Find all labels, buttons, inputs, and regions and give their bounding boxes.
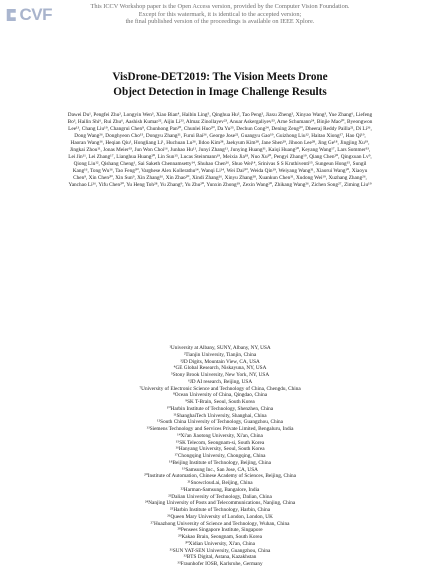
affiliation-item: ²⁸Pensees Singapore Institute, Singapore [177,527,263,534]
affiliation-item: ⁶JD AI research, Beijing, USA [187,378,253,385]
affiliation-item: ²⁹Kakao Brain, Seongnam, South Korea [178,534,262,540]
cvf-logo-icon [6,6,17,24]
affiliation-item: ⁹SK T-Brain, Seoul, South Korea [185,399,255,405]
affiliation-item: ²⁰Institute of Automation, Chinese Academy of Sciences, Beijing, China [144,473,296,480]
notice-line: the final published version of the proceedings is available on IEEE Xplore. [125,18,315,26]
affiliation-item: ¹²South China University of Technology, Guangzhou, China [157,419,283,426]
affiliation-item: ²Tianjin University, Tianjin, China [183,351,257,358]
affiliation-item: ²⁶Queen Mary University of London, London, UK [167,513,273,520]
affiliation-item: ²¹Snowcloud.ai, Beijing, China [187,480,253,486]
affiliation-item: ²²Harman-Samsung, Bangalore, India [180,486,260,493]
title-line: VisDrone-DET2019: The Vision Meets Drone [112,71,328,83]
affiliation-item: ¹University at Albany, SUNY, Albany, NY, USA [169,345,271,351]
affiliation-item: ³¹SUN YAT-SEN University, Guangzhou, China [169,547,271,554]
affiliation-item: ³³Fraunhofer IOSB, Karlsruhe, Germany [177,561,263,567]
open-access-notice [60,3,380,26]
affiliation-item: ²⁴Nanjing University of Posts and Telecommunications, Nanjing, China [144,500,296,507]
affiliation-item: ¹⁷Chongqing University, Chongqing, China [174,453,266,459]
affiliation-item: ⁴GE Global Research, Niskayuna, NY, USA [173,365,267,372]
affiliation-item: ³²BTS Digital, Astana, Kazakhstan [183,554,257,561]
affiliation-item: ³⁰Xidian University, Xi'an, China [184,540,256,547]
notice-line: Except for this watermark, it is identical to the accepted version; [138,10,302,18]
affiliation-item: ¹¹ShanghaiTech University, Shanghai, China [173,412,267,419]
affiliation-item: ³JD Digits, Mountain View, CA, USA [180,358,260,365]
affiliation-item: ²⁷Huazhong University of Science and Technology, Wuhan, China [150,520,290,527]
affiliation-item: ⁷University of Electronic Science and Technology of China, Chengdu, China [139,385,301,392]
affiliation-item: ²⁵Harbin Institute of Technology, Harbin, China [169,507,271,513]
affiliation-item: ¹⁴Xi'an Jiaotong University, Xi'an, China [177,432,263,439]
cvf-logo-text: CVF [19,5,52,24]
cvf-logo [6,4,52,26]
affiliation-item: ¹⁹Samsung Inc., San Jose, CA, USA [182,466,258,473]
affiliation-item: ⁸Ocean University of China, Qingdao, China [172,392,268,399]
notice-line: This ICCV Workshop paper is the Open Access version, provided by the Computer Vision Foundation. [90,3,350,10]
affiliation-item: ¹⁰Harbin Institute of Technology, Shenzhen, China [166,405,274,412]
author-list: Dawei Du¹, Pengfei Zhu², Longyin Wen³, Xiao Bian⁴, Haibin Ling⁵, Qinghua Hu², Tao Peng², Jiaxu Zheng², Xinyao Wang³, Yue Zhang⁶, Liefeng Bo³, Hailin Shi⁶, Rui Zhu⁶, Aashish Kumar²², Aijin Li²³, Almaz Zinollayev²³, Anuar Askergaliyev²³, Arne Schumann²⁴, Binjie Mao²⁰, Byeongwon Lee¹³, Chang Liu¹⁹, Changrui Chen⁹, Chunhong Pan²⁰, Chunlei Huo²⁰, Da Yu²⁵, Dechun Cong²⁴, Dening Zeng²⁰, Dheeraj Reddy Pailla²², Di Li²⁶, Dong Wang²⁶, Donghyeon Cho¹⁵, Dongyu Zhang²¹, Furui Bai²⁶, George Jose²², Guangyu Gao¹⁹, Guizhong Liu¹², Haitao Xiong¹⁷, Hao Qi¹⁹, Haoran Wang¹⁶, Heqian Qiu¹, Hongliang Li¹, Huchuan Lu²⁶, Ildoo Kim²⁸, Jaekyum Kim²⁸, Jane Shen²⁹, Jihoon Lee²⁸, Jing Ge¹⁸, Jingjing Xu¹⁹, Jingkai Zhou¹¹, Jonas Meier³³, Jun Won Choi¹⁶, Junhao Hu¹¹, Junyi Zhang¹¹, Junying Huang³¹, Kaiqi Huang²⁰, Keyang Wang¹⁷, Lars Sommer³³, Lei Jin¹¹, Lei Zhang¹⁷, Lianghua Huang²⁰, Lin Sun¹⁵, Lucas Steinmann¹⁹, Meixia Jia¹⁸, Nuo Xu²⁰, Pengyi Zhang¹⁹, Qiang Chen²⁰, Qingxuan Lv⁹, Qiong Liu¹², Qishang Cheng¹, Sai Saketh Chennamsetty¹⁴, Shuhao Chen²⁶, Shuo Wei¹⁴, Srinivas S S Kruthiventi¹⁵, Sungeun Hong¹⁵, Sungil Kang¹⁶, Tong Wu¹⁶, Tao Feng³⁰, Varghese Alex Kollerathu¹⁴, Wanqi Li¹⁴, Wei Dai³⁰, Weida Qin¹⁹, Weiyang Wang³¹, Xiaorui Wang¹⁰, Xiaoyu Chen⁹, Xin Chen²⁰, Xin Sun⁹, Xin Zhang²⁶, Xin Zhao²⁰, Xindi Zhang²⁶, Xinyu Zhang²⁸, Xuankun Chen³¹, Xudong Wei¹⁹, Xuzhang Zhang²⁶, Yanchao Li²⁶, Yifu Chen²⁰, Yu Heng Toh²⁸, Yu Zhang⁹, Yu Zhu²⁰, Yunxin Zhong¹⁹, Zexin Wang²⁰, Zhikang Wang²⁶, Zichen Song²⁷, Ziming Liu¹⁹ [67,112,373,189]
affiliation-item: ¹⁶Hanyang University, Seoul, South Korea [175,446,265,453]
affiliation-item: ⁵Stony Brook University, New York, NY, USA [170,372,270,378]
paper-title [40,70,400,99]
affiliation-item: ¹⁵SK Telecom, Seongnam-si, South Korea [175,439,265,446]
title-line: Object Detection in Image Challenge Results [113,85,327,98]
affiliation-item: ¹³Siemens Technology and Services Private Limited, Bengaluru, India [146,426,294,432]
affiliation-item: ¹⁸Beijing Institute of Technology, Beijing, China [169,459,271,466]
affiliation-list [96,345,344,568]
affiliation-item: ²³Dalian University of Technology, Dalian, China [168,493,272,500]
